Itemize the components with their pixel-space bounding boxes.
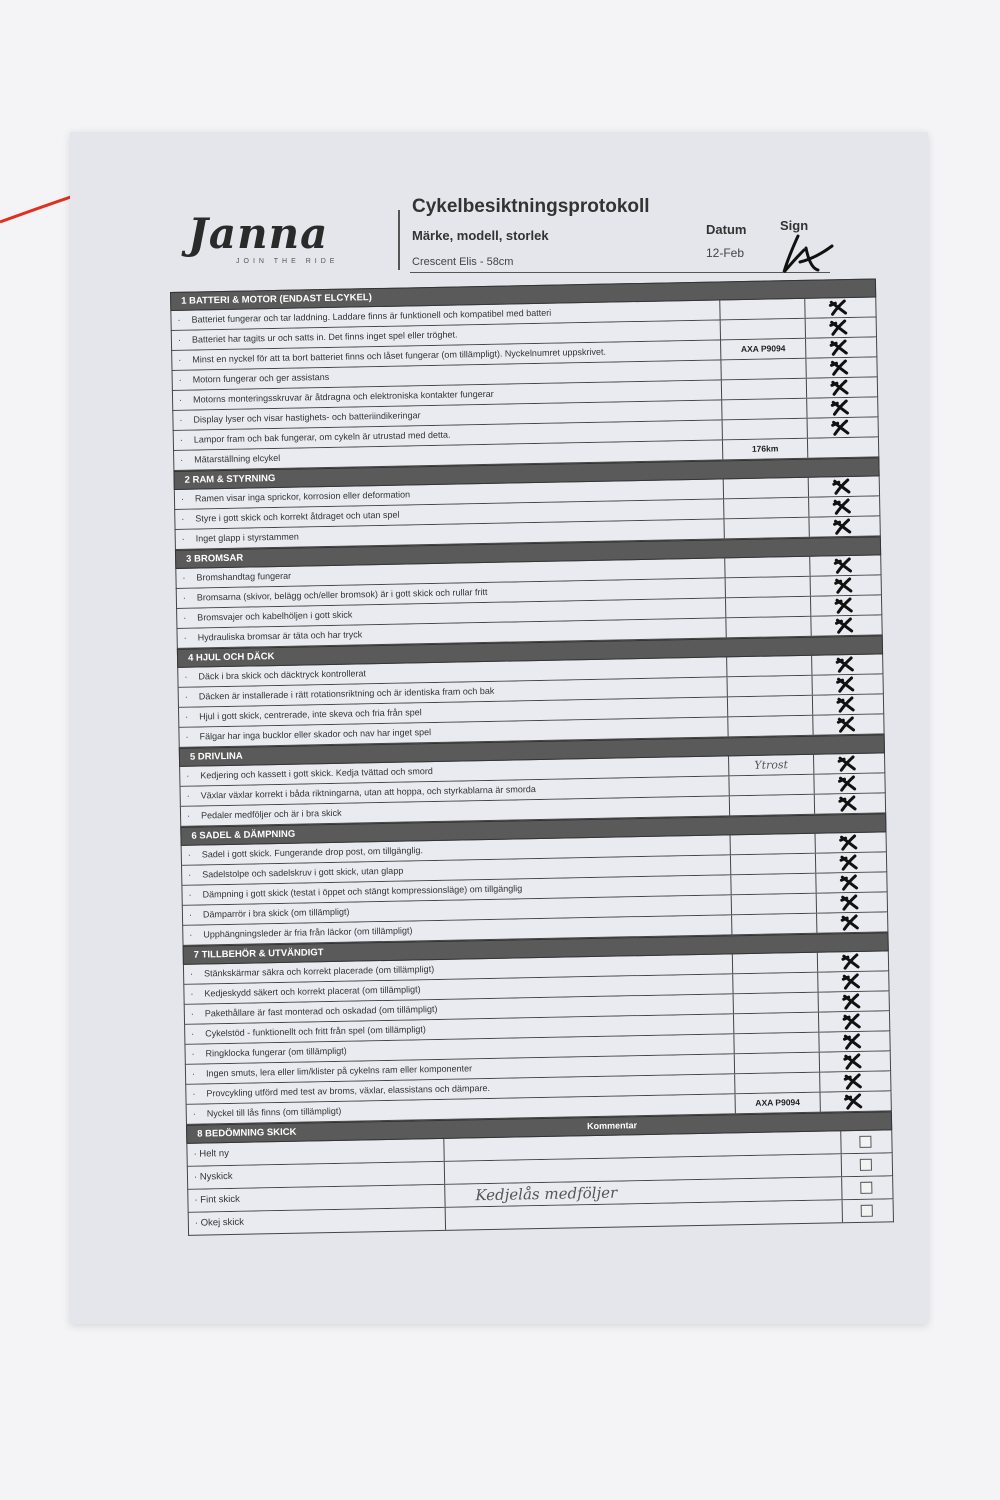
item-check-cell[interactable] — [805, 317, 876, 337]
check-x-mark — [827, 299, 849, 316]
item-check-cell[interactable] — [815, 872, 886, 892]
section-header: 7 TILLBEHÖR & UTVÄNDIGT — [183, 932, 889, 965]
bullet: · — [185, 711, 189, 722]
bike-label: Märke, modell, storlek — [412, 228, 549, 243]
check-x-mark — [840, 973, 862, 990]
item-note — [734, 1053, 819, 1074]
check-x-mark — [833, 577, 855, 594]
check-x-mark — [829, 379, 851, 396]
item-note — [725, 617, 810, 638]
item-note — [725, 597, 810, 618]
bullet: · — [182, 592, 186, 603]
check-x-mark — [836, 775, 858, 792]
signature — [770, 228, 840, 278]
item-label: Stänkskärmar säkra och korrekt placerade (om tillämpligt) — [203, 964, 435, 979]
grade-option-label: · Helt ny — [187, 1139, 444, 1166]
item-note — [733, 1013, 818, 1034]
item-label: Ramen visar inga sprickor, korrosion eller deformation — [194, 489, 411, 504]
item-note — [721, 399, 806, 420]
bullet: · — [185, 731, 189, 742]
item-label: Kedjering och kassett i gott skick. Kedja tvättad och smord — [200, 766, 433, 781]
item-check-cell[interactable] — [816, 892, 887, 912]
item-label: Däcken är installerade i rätt rotationsriktning och är identiska fram och bak — [198, 685, 495, 702]
check-x-mark — [835, 716, 857, 733]
item-note — [730, 834, 815, 855]
item-check-cell[interactable] — [809, 555, 880, 575]
item-check-cell[interactable] — [813, 753, 884, 773]
bullet: · — [188, 909, 193, 920]
item-note — [728, 775, 813, 796]
item-label: Motorn fungerar och ger assistans — [192, 371, 330, 385]
item-label: Ingen smuts, lera eller lim/klister på cykelns ram eller komponenter — [205, 1063, 473, 1079]
grade-check-cell[interactable] — [842, 1176, 892, 1199]
grade-option-label: · Okej skick — [189, 1208, 446, 1235]
bullet: · — [186, 810, 191, 821]
check-x-mark — [831, 498, 853, 515]
item-check-cell[interactable] — [812, 714, 883, 734]
grade-option-label: · Fint skick — [188, 1185, 445, 1212]
item-note — [723, 498, 808, 519]
item-label: Växlar växlar korrekt i båda riktningarna, utan att hoppa, och styrkablarna är smorda — [200, 784, 536, 801]
check-x-mark — [829, 399, 851, 416]
checkbox[interactable] — [860, 1182, 872, 1194]
bullet: · — [186, 770, 190, 781]
bullet: · — [183, 612, 187, 623]
item-check-cell[interactable] — [816, 912, 887, 932]
item-note — [720, 359, 805, 380]
bullet: · — [187, 849, 191, 860]
bullet: · — [181, 533, 185, 544]
grade-check-cell[interactable] — [842, 1153, 892, 1176]
section-header: 2 RAM & STYRNING — [173, 457, 879, 490]
item-note — [723, 518, 808, 539]
item-check-cell[interactable] — [818, 1031, 889, 1051]
bullet: · — [182, 572, 186, 583]
item-note — [733, 993, 818, 1014]
bullet: · — [178, 374, 182, 385]
item-check-cell[interactable] — [804, 297, 875, 317]
check-x-mark — [838, 834, 860, 851]
bullet: · — [181, 513, 185, 524]
bullet: · — [188, 869, 192, 880]
item-note — [722, 419, 807, 440]
item-label: Kedjeskydd säkert och korrekt placerat (om tillämpligt) — [204, 984, 421, 999]
item-note: Ytrost — [728, 755, 813, 776]
item-check-cell[interactable] — [810, 575, 881, 595]
check-x-mark — [841, 993, 863, 1010]
item-check-cell[interactable] — [805, 357, 876, 377]
item-note — [727, 696, 812, 717]
bullet: · — [190, 988, 194, 999]
item-check-cell[interactable] — [814, 793, 885, 813]
checkbox[interactable] — [860, 1159, 872, 1171]
bullet: · — [178, 394, 183, 405]
bullet: · — [180, 454, 184, 465]
section-header: 1 BATTERI & MOTOR (ENDAST ELCYKEL) — [170, 278, 876, 311]
item-label: Provcykling utförd med test av broms, växlar, elassistans och dämpare. — [206, 1083, 491, 1099]
item-check-cell[interactable] — [819, 1051, 890, 1071]
bullet: · — [177, 334, 182, 345]
item-label: Hjul i gott skick, centrerade, inte skeva och fria från spel — [199, 707, 422, 722]
check-x-mark — [837, 795, 859, 812]
item-check-cell[interactable] — [807, 417, 878, 437]
check-x-mark — [841, 1013, 863, 1030]
item-check-cell[interactable] — [808, 516, 879, 536]
item-note — [730, 854, 815, 875]
bullet: · — [180, 493, 185, 504]
item-note — [733, 1033, 818, 1054]
check-x-mark — [828, 359, 850, 376]
check-x-mark — [832, 557, 854, 574]
check-x-mark — [843, 1093, 865, 1110]
bullet: · — [189, 968, 194, 979]
date-value: 12-Feb — [706, 246, 745, 260]
item-label: Minst en nyckel för att ta bort batteriet finns och låset fungerar (om tillämpligt). Nyckelnumret uppskrivet. — [192, 346, 606, 365]
section-header: 4 HJUL OCH DÄCK — [177, 635, 883, 668]
bike-value: Crescent Elis - 58cm — [412, 256, 514, 268]
item-label: Mätarställning elcykel — [194, 452, 281, 465]
item-label: Dämpning i gott skick (testat i öppet och stängt kompressionsläge) om tillgänglig — [202, 883, 523, 900]
check-x-mark — [840, 953, 862, 970]
item-label: Pakethållare är fast monterad och oskadad (om tillämpligt) — [204, 1003, 438, 1019]
item-note — [731, 894, 816, 915]
item-note: AXA P9094 — [720, 339, 805, 360]
bullet: · — [177, 314, 181, 325]
bullet: · — [192, 1108, 196, 1119]
check-x-mark — [839, 914, 861, 931]
item-label: Nyckel till lås finns (om tillämpligt) — [206, 1105, 342, 1119]
item-label: Hydrauliska bromsar är täta och har tryck — [197, 629, 363, 643]
item-check-cell[interactable] — [806, 397, 877, 417]
bullet: · — [179, 434, 183, 445]
item-label: Sadel i gott skick. Fungerande drop post, om tillgänglig. — [201, 845, 423, 860]
check-x-mark — [836, 755, 858, 772]
item-check-cell[interactable] — [815, 832, 886, 852]
check-x-mark — [835, 676, 857, 693]
check-x-mark — [838, 874, 860, 891]
check-x-mark — [838, 854, 860, 871]
item-check-cell[interactable] — [810, 615, 881, 635]
comment-header: Kommentar — [586, 1120, 638, 1132]
check-x-mark — [828, 339, 850, 356]
janna-logo — [188, 210, 378, 280]
sign-label: Sign — [780, 218, 809, 233]
item-check-cell[interactable] — [810, 595, 881, 615]
bullet: · — [191, 1028, 195, 1039]
item-label: Ringklocka fungerar (om tillämpligt) — [205, 1045, 347, 1059]
item-note — [721, 379, 806, 400]
item-note — [731, 914, 816, 935]
item-note — [732, 953, 817, 974]
item-check-cell[interactable] — [812, 694, 883, 714]
item-label: Bromsarna (skivor, belägg och/eller bromsok) är i gott skick och rullar fritt — [196, 586, 488, 603]
item-note — [732, 973, 817, 994]
item-check-cell[interactable] — [811, 674, 882, 694]
item-check-cell[interactable] — [818, 1011, 889, 1031]
logo-tagline: JOIN THE RIDE — [236, 258, 339, 265]
item-check-cell[interactable] — [813, 773, 884, 793]
check-x-mark — [828, 319, 850, 336]
header-divider — [398, 210, 400, 270]
check-x-mark — [835, 696, 857, 713]
inspection-sheet — [70, 132, 928, 1324]
item-note — [726, 656, 811, 677]
section-header: 3 BROMSAR — [175, 536, 881, 569]
item-check-cell[interactable] — [807, 437, 878, 457]
bullet: · — [184, 671, 188, 682]
check-x-mark — [841, 1033, 863, 1050]
checkbox[interactable] — [859, 1136, 871, 1148]
item-label: Display lyser och visar hastighets- och batteriindikeringar — [193, 410, 421, 425]
item-check-cell[interactable] — [805, 337, 876, 357]
item-note — [725, 577, 810, 598]
check-x-mark — [842, 1073, 864, 1090]
item-note: 176km — [722, 439, 807, 460]
item-label: Batteriet fungerar och tar laddning. Laddare finns är funktionell och kompatibel med batteri — [191, 307, 552, 325]
item-note — [719, 299, 804, 320]
bullet: · — [190, 1008, 194, 1019]
item-label: Motorns monteringsskruvar är åtdragna och elektroniska kontakter fungerar — [192, 388, 494, 405]
item-note — [730, 874, 815, 895]
item-label: Styre i gott skick och korrekt åtdraget och utan spel — [195, 509, 400, 524]
bullet: · — [183, 632, 187, 643]
item-label: Sadelstolpe och sadelskruv i gott skick, utan glapp — [202, 865, 404, 880]
item-label: Dämparrör i bra skick (om tillämpligt) — [202, 906, 350, 920]
date-label: Datum — [706, 222, 747, 237]
item-check-cell[interactable] — [819, 1071, 890, 1091]
item-check-cell[interactable] — [806, 377, 877, 397]
item-note — [729, 795, 814, 816]
item-label: Pedaler medföljer och är i bra skick — [200, 807, 342, 821]
bullet: · — [184, 691, 188, 702]
grade-check-cell[interactable] — [841, 1130, 891, 1153]
item-note — [723, 478, 808, 499]
check-x-mark — [839, 894, 861, 911]
item-check-cell[interactable] — [815, 852, 886, 872]
item-check-cell[interactable] — [811, 654, 882, 674]
item-note — [720, 319, 805, 340]
bullet: · — [189, 929, 193, 940]
item-check-cell[interactable] — [808, 496, 879, 516]
item-label: Cykelstöd - funktionellt och fritt från spel (om tillämpligt) — [205, 1024, 426, 1039]
item-label: Bromshandtag fungerar — [196, 570, 292, 583]
item-label: Inget glapp i styrstammen — [195, 531, 299, 544]
check-x-mark — [830, 419, 852, 436]
bullet: · — [186, 790, 190, 801]
handwritten-comment: Kedjelås medföljer — [475, 1183, 618, 1205]
checkbox[interactable] — [861, 1205, 873, 1217]
item-note — [727, 676, 812, 697]
item-check-cell[interactable] — [819, 1091, 890, 1111]
check-x-mark — [831, 478, 853, 495]
item-check-cell[interactable] — [817, 951, 888, 971]
item-note: AXA P9094 — [735, 1093, 820, 1114]
item-check-cell[interactable] — [817, 971, 888, 991]
item-note — [724, 557, 809, 578]
check-x-mark — [833, 597, 855, 614]
item-label: Batteriet har tagits ur och satts in. Det finns inget spel eller tröghet. — [191, 329, 458, 345]
document-title: Cykelbesiktningsprotokoll — [412, 196, 650, 217]
item-check-cell[interactable] — [818, 991, 889, 1011]
section-header: 5 DRIVLINA — [179, 734, 885, 767]
item-check-cell[interactable] — [808, 476, 879, 496]
bullet: · — [179, 414, 183, 425]
header-underline — [410, 272, 830, 273]
bullet: · — [192, 1088, 196, 1099]
checklist-form — [170, 278, 894, 1235]
item-label: Bromsvajer och kabelhöljen i gott skick — [197, 609, 353, 623]
section-header: 6 SADEL & DÄMPNING — [180, 813, 886, 846]
check-x-mark — [833, 617, 855, 634]
bullet: · — [191, 1068, 196, 1079]
item-note — [727, 716, 812, 737]
grading-title: 8 BEDÖMNING SKICK — [197, 1126, 297, 1140]
bullet: · — [188, 889, 192, 900]
item-label: Upphängningsleder är fria från läckor (om tillämpligt) — [203, 925, 413, 940]
logo-text: Janna — [188, 209, 329, 258]
item-note — [734, 1073, 819, 1094]
grade-check-cell[interactable] — [843, 1199, 893, 1222]
bullet: · — [178, 354, 182, 365]
check-x-mark — [831, 518, 853, 535]
item-label: Lampor fram och bak fungerar, om cykeln är utrustad med detta. — [193, 429, 451, 445]
item-label: Däck i bra skick och däcktryck kontrollerat — [198, 668, 367, 682]
check-x-mark — [834, 656, 856, 673]
bullet: · — [191, 1048, 195, 1059]
grade-option-label: · Nyskick — [188, 1162, 445, 1189]
item-label: Fälgar har inga bucklor eller skador och nav har inget spel — [199, 727, 432, 742]
check-x-mark — [842, 1053, 864, 1070]
